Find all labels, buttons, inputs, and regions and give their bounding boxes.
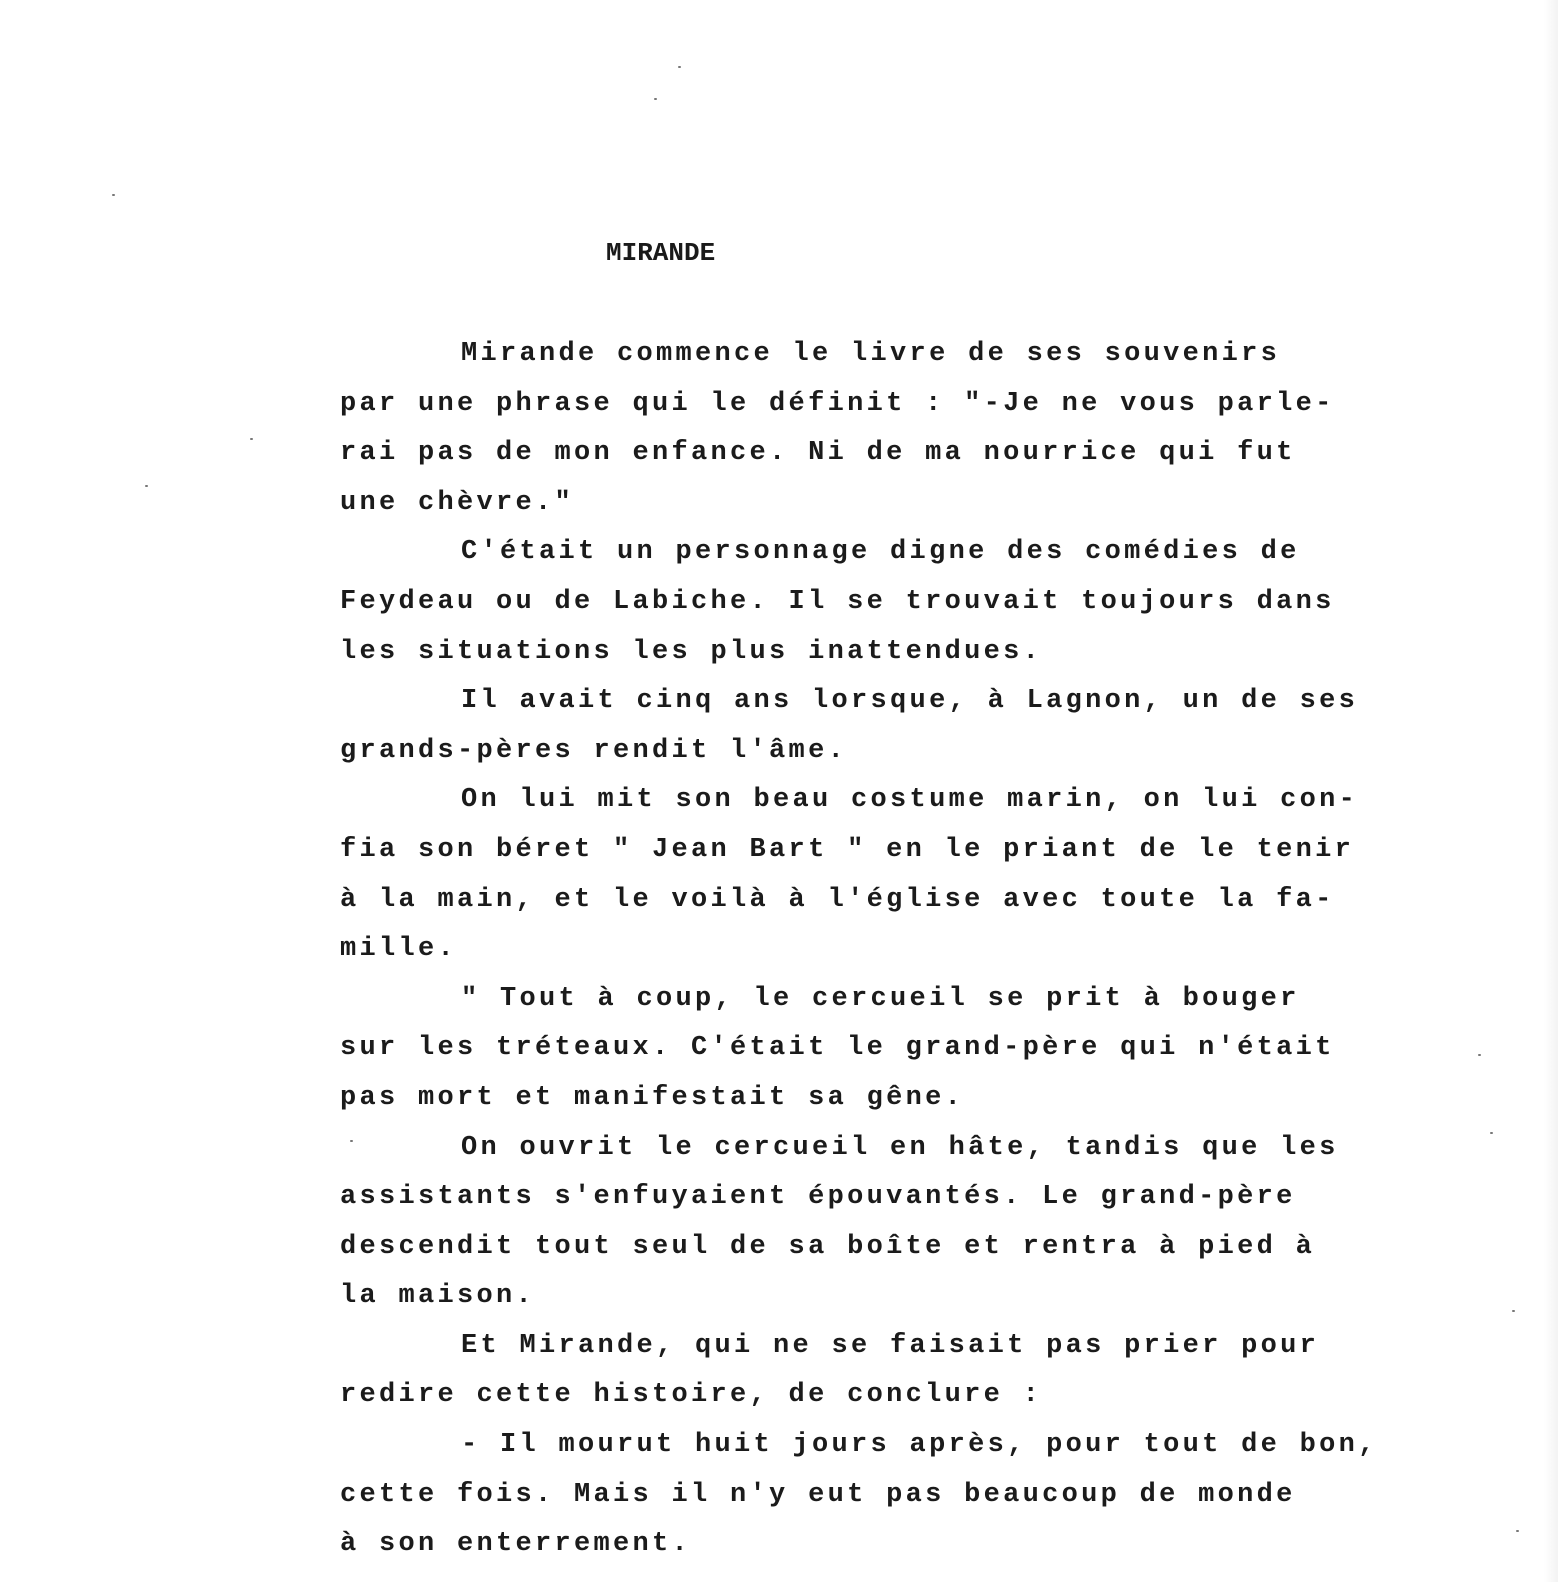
text-line: mille. [340, 934, 458, 965]
scan-speck [112, 194, 115, 196]
text-line: une chèvre." [340, 487, 575, 518]
paragraph-first-line: Et Mirande, qui ne se faisait pas prier pour [461, 1330, 1320, 1361]
text-line: par une phrase qui le définit : "-Je ne vous parle- [340, 388, 1335, 419]
paragraph-first-line: On ouvrit le cercueil en hâte, tandis que les [461, 1132, 1339, 1163]
text-line: à la main, et le voilà à l'église avec toute la fa- [340, 884, 1335, 915]
text-line: les situations les plus inattendues. [340, 636, 1043, 667]
paragraph-first-line: On lui mit son beau costume marin, on lui con- [461, 785, 1359, 816]
paragraph-first-line: C'était un personnage digne des comédies de [461, 537, 1300, 568]
body-text [340, 330, 1460, 1570]
scan-speck [145, 485, 148, 487]
text-line: à son enterrement. [340, 1529, 692, 1560]
text-line: fia son béret " Jean Bart " en le priant de le tenir [340, 834, 1355, 865]
scan-speck [678, 66, 681, 68]
text-line: rai pas de mon enfance. Ni de ma nourrice qui fut [340, 438, 1296, 469]
text-line: redire cette histoire, de conclure : [340, 1380, 1043, 1411]
page-title: MIRANDE [606, 238, 716, 268]
paragraph-first-line: " Tout à coup, le cercueil se prit à bouger [461, 983, 1300, 1014]
paragraph-first-line: Mirande commence le livre de ses souvenirs [461, 339, 1281, 369]
text-line: cette fois. Mais il n'y eut pas beaucoup de monde [340, 1479, 1296, 1510]
page-edge-shadow [1544, 0, 1558, 1582]
scan-speck [1516, 1530, 1519, 1532]
text-line: descendit tout seul de sa boîte et rentra à pied à [340, 1231, 1316, 1262]
paragraph-first-line: Il avait cinq ans lorsque, à Lagnon, un de ses [461, 686, 1359, 717]
text-line: assistants s'enfuyaient épouvantés. Le grand-père [340, 1182, 1296, 1213]
text-line: grands-pères rendit l'âme. [340, 735, 848, 766]
text-line: sur les tréteaux. C'était le grand-père qui n'était [340, 1033, 1335, 1064]
text-line: la maison. [340, 1281, 536, 1312]
text-line: Feydeau ou de Labiche. Il se trouvait toujours dans [340, 586, 1335, 617]
text-line: pas mort et manifestait sa gêne. [340, 1082, 965, 1113]
scan-speck [1490, 1132, 1493, 1134]
scan-speck [654, 98, 657, 100]
scan-speck [1478, 1054, 1481, 1056]
paragraph-first-line: - Il mourut huit jours après, pour tout de bon, [461, 1430, 1378, 1461]
scan-speck [250, 438, 253, 440]
scan-speck [1512, 1310, 1515, 1312]
